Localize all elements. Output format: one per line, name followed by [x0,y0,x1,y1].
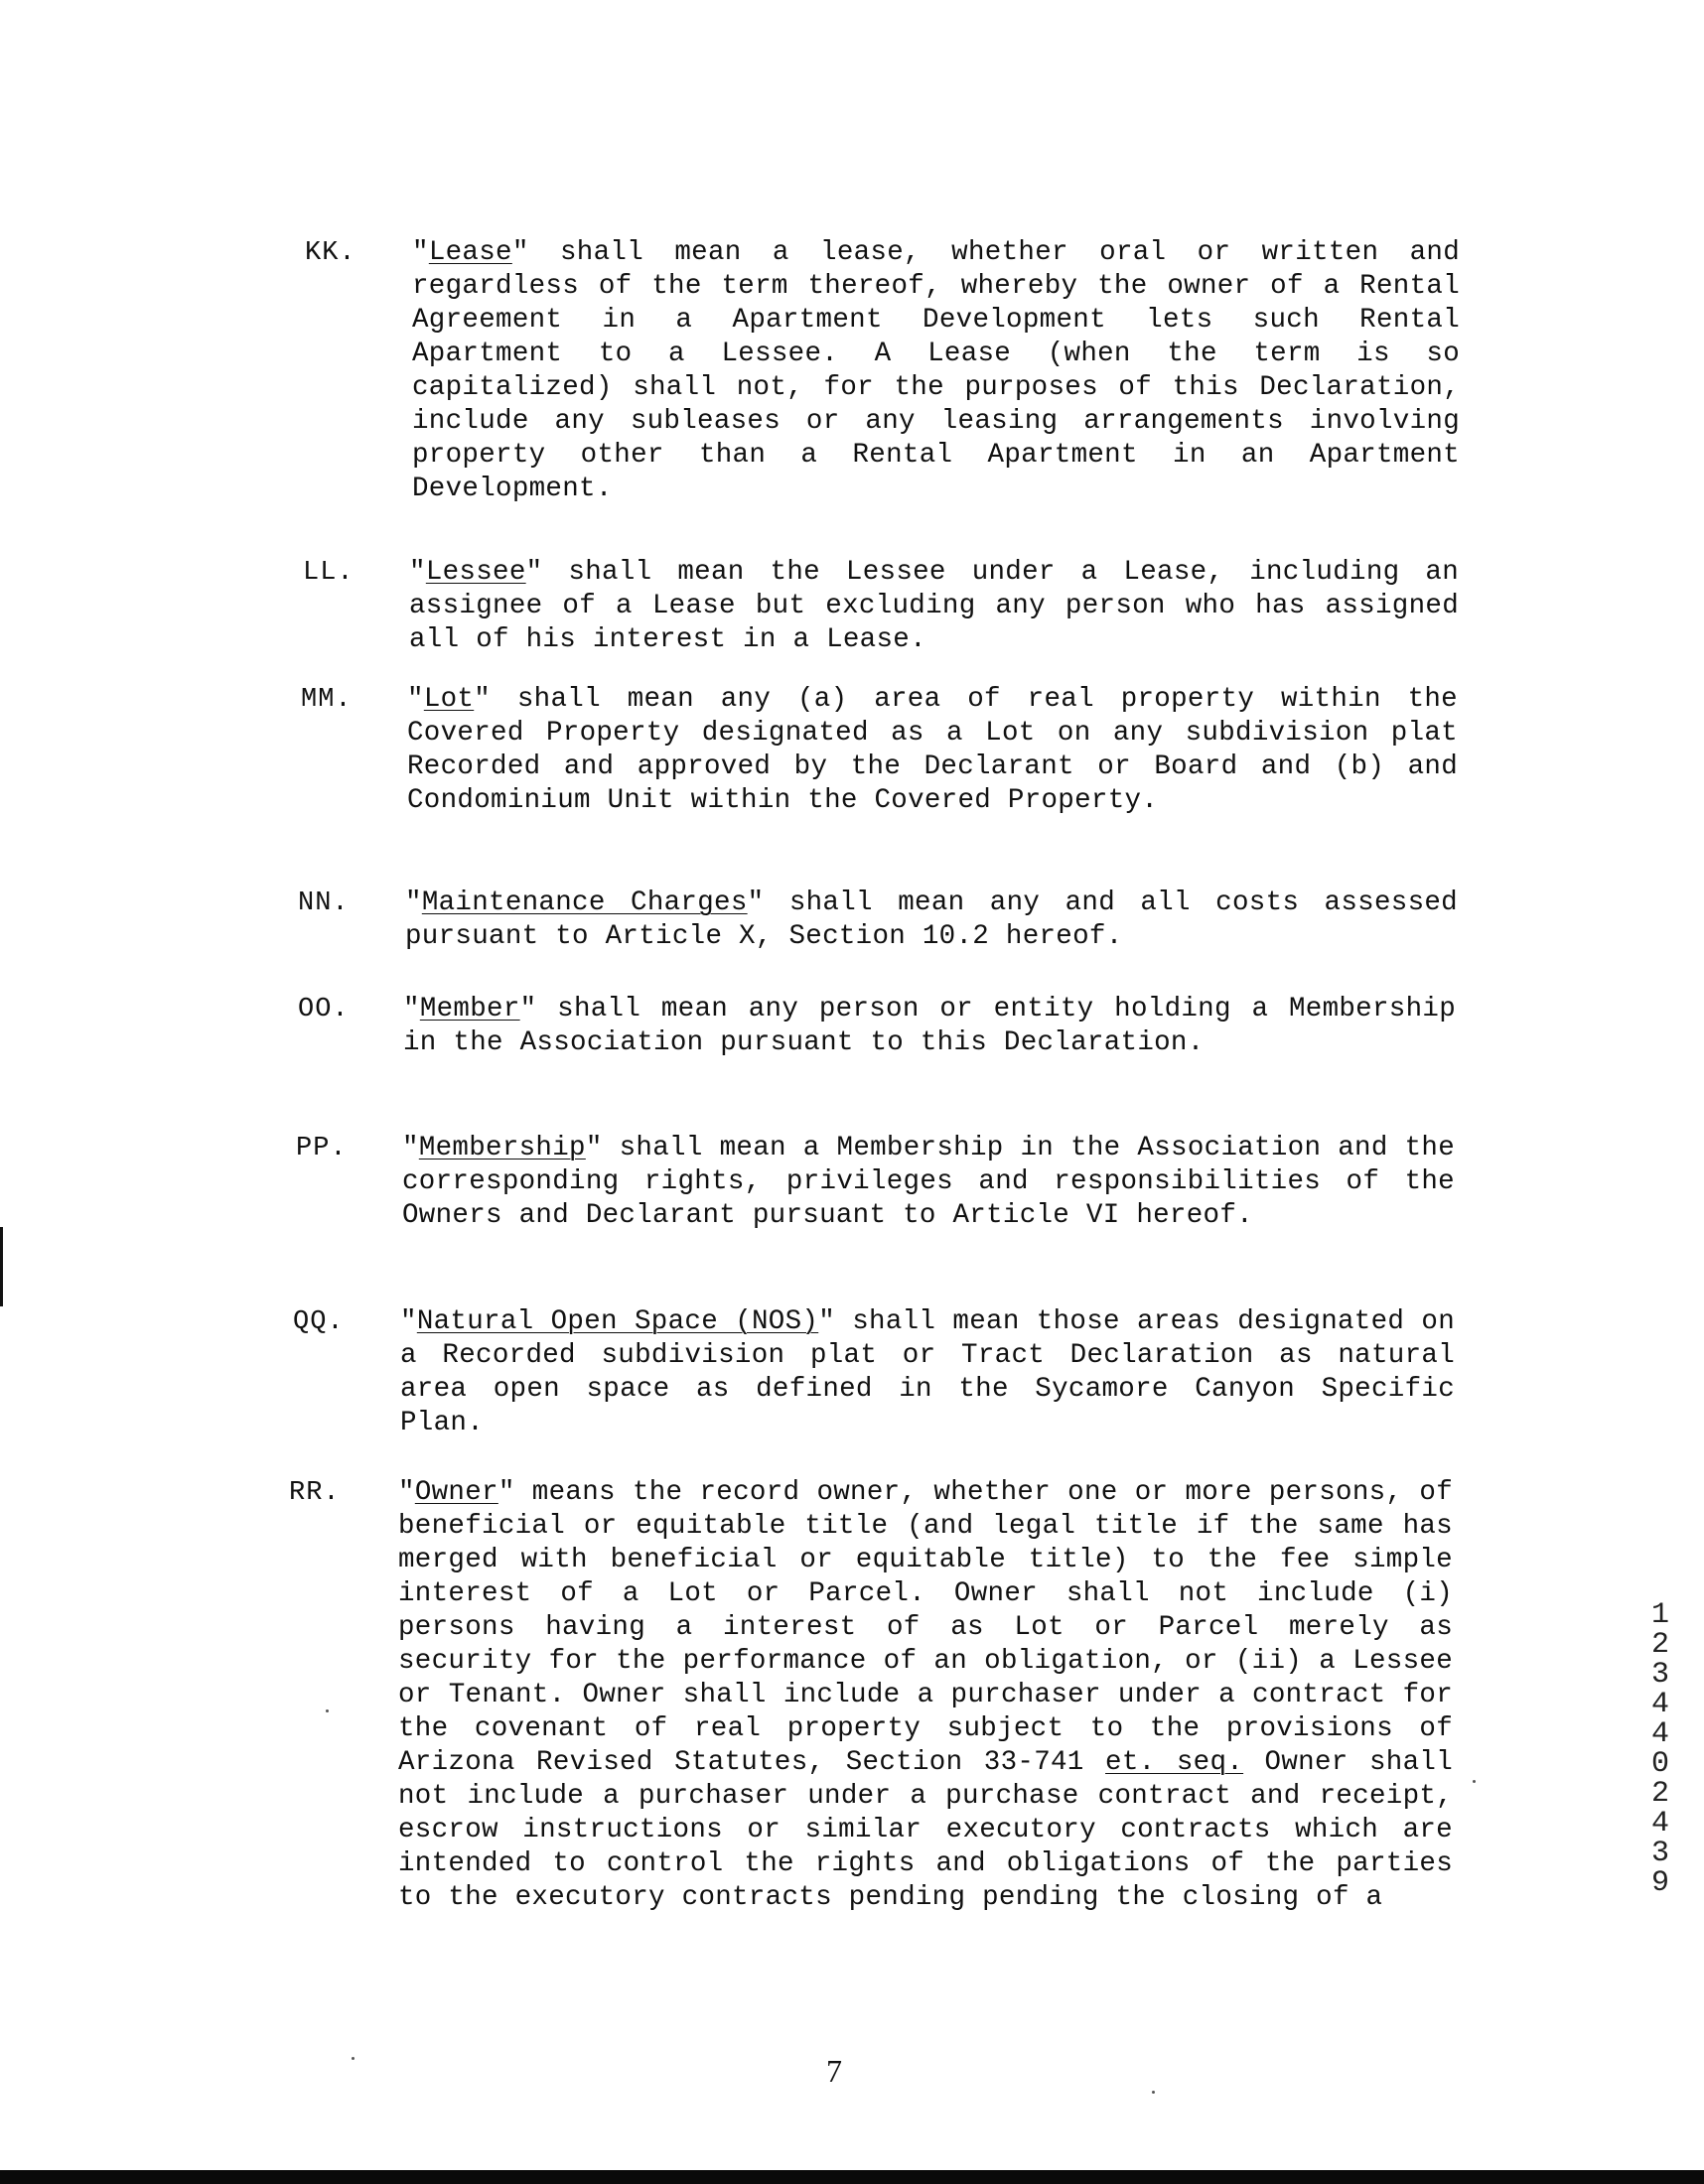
scan-speck [1152,2091,1155,2094]
defined-term: Lessee [425,557,526,588]
definition-body: "Owner" means the record owner, whether one or more persons, of beneficial or equitable title (and legal title if the same has merged with beneficial or equitable title) to the fee simple interest of a Lot or Parcel. Owner shall not include (i) persons having a interest of as Lot or Parcel merely as security for the performance of an obligation, or (ii) a Lessee or Tenant. Owner shall include a purchaser under a contract for the covenant of real property subject to the provisions of Arizona Revised Statutes, Section 33-741 et. seq. Owner shall not include a purchaser under a purchase contract and receipt, escrow instructions or similar executory contracts which are intended to control the rights and obligations of the parties to the executory contracts pending pending the closing of a [398,1477,1453,1913]
definition-body: "Maintenance Charges" shall mean any and all costs assessed pursuant to Article X, Section 10.2 hereof. [405,887,1458,952]
definition-text: shall mean a Membership in the Association and the corresponding rights, privileges and responsibilities of the Owners and Declarant pursuant to Article VI hereof. [402,1133,1455,1231]
scan-speck [352,2057,355,2060]
citation-et-seq: et. seq. [1105,1747,1244,1778]
definition-text: shall mean the Lessee under a Lease, including an assignee of a Lease but excluding any person who has assigned all of his interest in a Lease. [409,557,1459,655]
definition-body: "Natural Open Space (NOS)" shall mean those areas designated on a Recorded subdivision plat or Tract Declaration as natural area open space as defined in the Sycamore Canyon Specific Plan. [400,1306,1456,1438]
defined-term: Membership [418,1133,586,1163]
side-number-text: 02439 [1643,1747,1677,1896]
definition-body: "Membership" shall mean a Membership in the Association and the corresponding rights, privileges and responsibilities of the Owners and Declarant pursuant to Article VI hereof. [402,1133,1455,1231]
scan-bottom-border [0,2170,1704,2184]
defined-term: Natural Open Space (NOS) [416,1306,819,1337]
defined-term: Member [419,994,520,1024]
scan-speck [1473,1780,1476,1783]
definition-label: QQ. [293,1307,345,1337]
defined-term: Maintenance Charges [421,887,748,918]
definition-body: "Lot" shall mean any (a) area of real property within the Covered Property designated as a Lot on any subdivision plat Recorded and approved by the Declarant or Board and (b) and Condominium Unit within the Covered Property. [407,684,1458,816]
definition-label: MM. [301,685,353,715]
defined-term: Lot [423,684,475,715]
side-document-number-top [1645,1598,1675,1747]
definition-text: Owner shall not include a purchaser under a purchase contract and receipt, escrow instructions or similar executory contracts which are intended to control the rights and obligations of the parties to the executory contracts pending pending the closing of a [398,1747,1453,1913]
scan-edge-mark [0,1227,3,1306]
definition-body: "Lease" shall mean a lease, whether oral or written and regardless of the term thereof, whereby the owner of a Rental Agreement in a Apartment Development lets such Rental Apartment to a Lessee. A Lease (when the term is so capitalized) shall not, for the purposes of this Declaration, include any subleases or any leasing arrangements involving property other than a Rental Apartment in an Apartment Development. [412,237,1460,504]
definition-text: shall mean any person or entity holding a Membership in the Association pursuant to this Declaration. [403,994,1456,1058]
side-document-number-bottom [1645,1747,1675,1896]
page-number: 7 [826,2053,842,2089]
definition-label: NN. [298,888,350,918]
definition-label: KK. [305,238,356,268]
defined-term: Owner [414,1477,498,1508]
definition-text: shall mean any and all costs assessed pursuant to Article X, Section 10.2 hereof. [405,887,1458,952]
definition-text: shall mean a lease, whether oral or written and regardless of the term thereof, whereby the owner of a Rental Agreement in a Apartment Development lets such Rental Apartment to a Lessee. A Lease (when the term is so capitalized) shall not, for the purposes of this Declaration, include any subleases or any leasing arrangements involving property other than a Rental Apartment in an Apartment Development. [412,237,1460,504]
definition-text: shall mean those areas designated on a Recorded subdivision plat or Tract Declaration as natural area open space as defined in the Sycamore Canyon Specific Plan. [400,1306,1456,1438]
side-number-text: 12344 [1643,1598,1677,1747]
scan-speck [326,1709,329,1712]
definition-label: RR. [289,1478,341,1508]
definition-text: shall mean any (a) area of real property within the Covered Property designated as a Lot on any subdivision plat Recorded and approved by the Declarant or Board and (b) and Condominium Unit within the Covered Property. [407,684,1458,816]
definition-label: LL. [303,558,355,588]
definition-label: OO. [298,995,350,1024]
definition-body: "Lessee" shall mean the Lessee under a Lease, including an assignee of a Lease but excluding any person who has assigned all of his interest in a Lease. [409,557,1459,655]
definition-text: means the record owner, whether one or more persons, of beneficial or equitable title (and legal title if the same has merged with beneficial or equitable title) to the fee simple interest of a Lot or Parcel. Owner shall not include (i) persons having a interest of as Lot or Parcel merely as security for the performance of an obligation, or (ii) a Lessee or Tenant. Owner shall include a purchaser under a contract for the covenant of real property subject to the provisions of Arizona Revised Statutes, Section 33-741 [398,1477,1453,1778]
defined-term: Lease [428,237,512,268]
definition-body: "Member" shall mean any person or entity holding a Membership in the Association pursuant to this Declaration. [403,994,1456,1058]
definition-label: PP. [296,1134,348,1163]
